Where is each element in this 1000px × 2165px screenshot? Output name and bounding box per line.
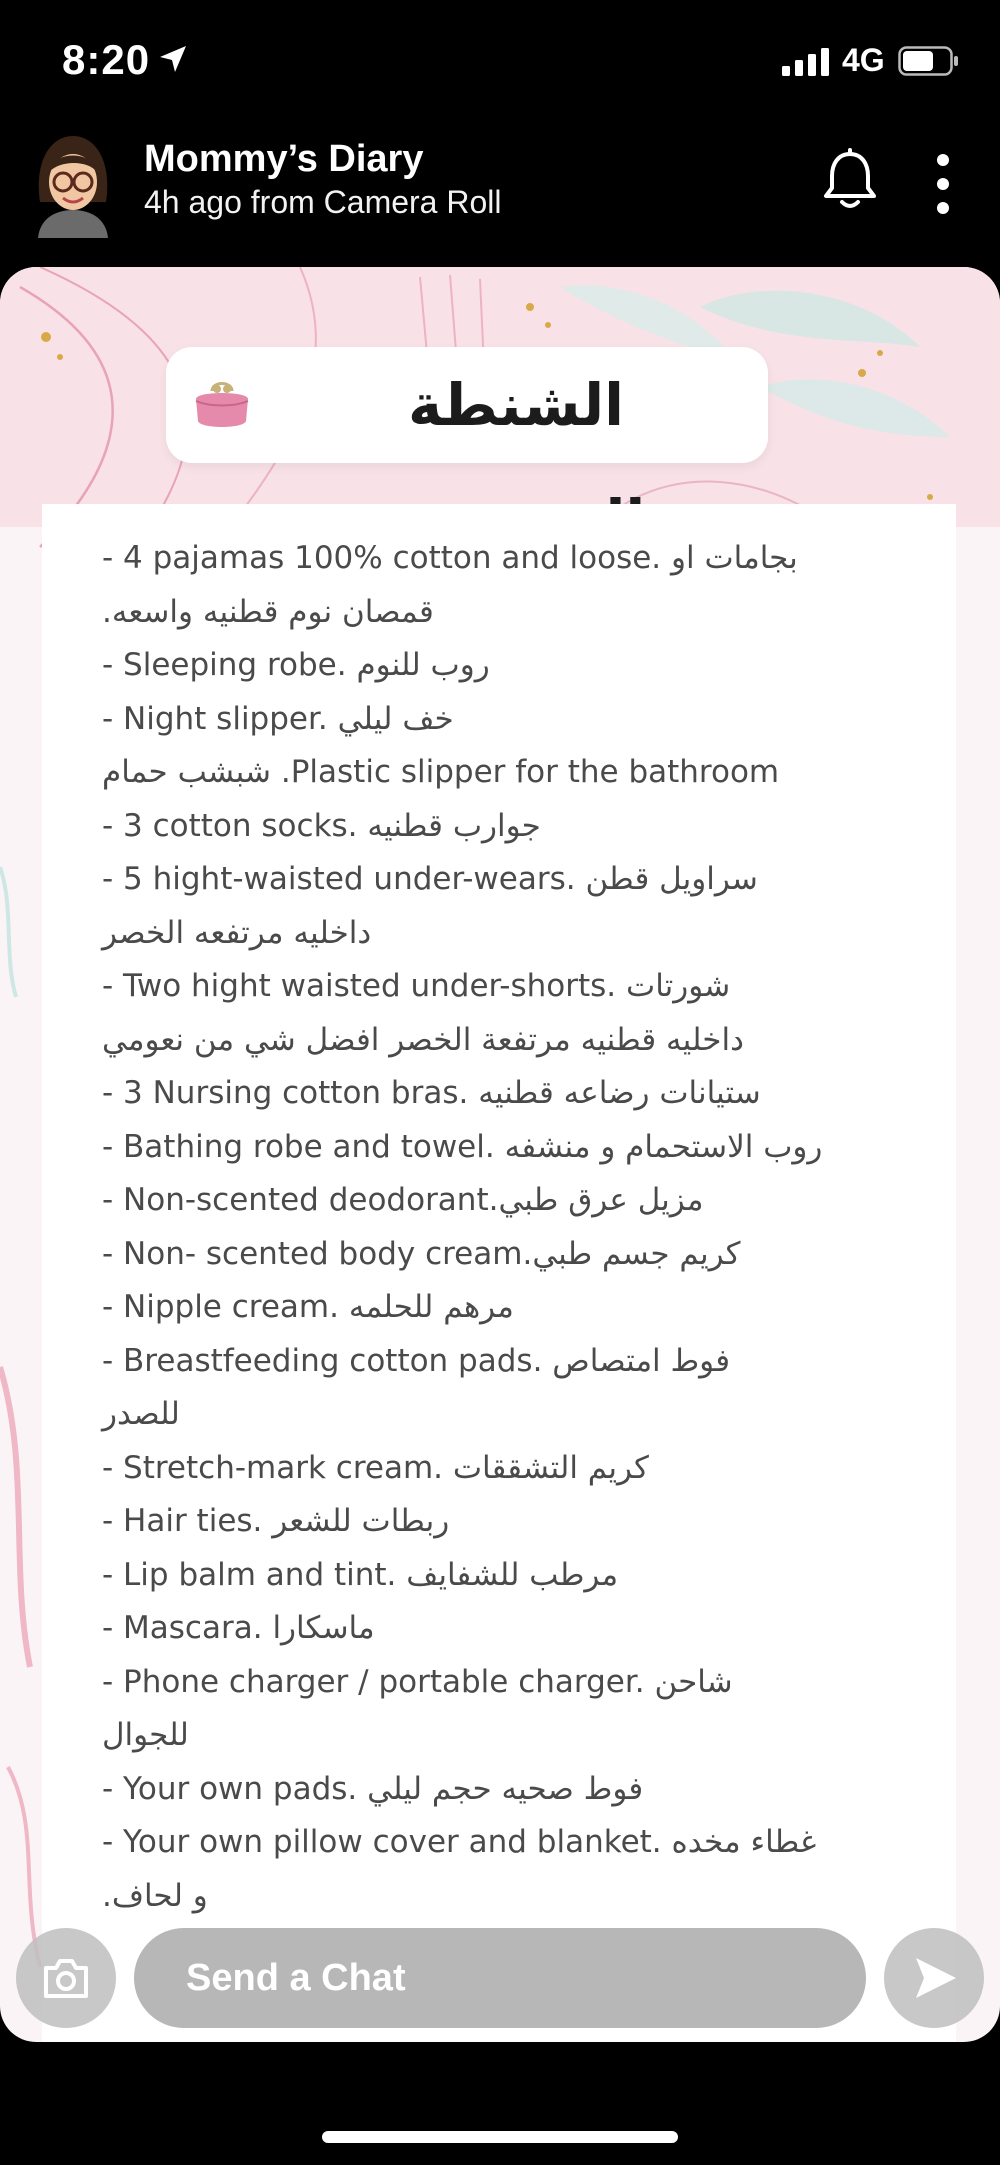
bell-icon[interactable] — [822, 148, 878, 212]
card-heading: الشنطة — [407, 371, 625, 439]
more-vertical-icon[interactable] — [932, 152, 954, 216]
send-icon — [910, 1954, 960, 2002]
list-item: - Sleeping robe. روب للنوم — [102, 647, 490, 683]
send-button[interactable] — [884, 1928, 984, 2028]
list-item: - Your own pillow cover and blanket. غطاء مخده — [102, 1824, 817, 1860]
camera-button[interactable] — [16, 1928, 116, 2028]
story-header — [0, 120, 1000, 260]
list-item: - Bathing robe and towel. روب الاستحمام و منشفه — [102, 1128, 823, 1165]
list-item: - Nipple cream. مرهم للحلمه — [102, 1289, 514, 1325]
status-bar — [0, 0, 1000, 120]
chat-placeholder: Send a Chat — [186, 1957, 406, 1999]
list-item: - 3 cotton socks. جوارب قطنيه — [102, 807, 541, 844]
signal-bars-icon — [782, 48, 830, 76]
send-chat-input[interactable] — [134, 1928, 866, 2028]
list-panel — [42, 504, 956, 2042]
camera-icon — [42, 1956, 90, 2000]
list-item: - Phone charger / portable charger. شاحن — [102, 1663, 733, 1700]
avatar[interactable] — [30, 132, 116, 238]
story-image[interactable] — [0, 267, 1000, 2042]
checklist — [102, 532, 952, 1923]
list-item: - 4 pajamas 100% cotton and loose. بجامات او — [102, 540, 798, 576]
location-arrow-icon — [158, 44, 188, 74]
list-item: - Stretch-mark cream. كريم التشققات — [102, 1449, 649, 1486]
list-item: - Lip balm and tint. مرطب للشفايف — [102, 1556, 619, 1593]
list-item: - 3 Nursing cotton bras. ستيانات رضاعه قطنيه — [102, 1075, 761, 1111]
list-item: - Night slipper. خف ليلي — [102, 700, 454, 737]
heading-box — [166, 347, 768, 463]
status-time: 8:20 — [62, 36, 151, 83]
list-item: - Hair ties. ربطات للشعر — [102, 1503, 450, 1539]
list-item: - Two hight waisted under-shorts. شورتات — [102, 968, 731, 1004]
list-item: - 5 hight-waisted under-wears. سراويل قطن — [102, 861, 758, 897]
list-item: - Breastfeeding cotton pads. فوط امتصاص — [102, 1342, 731, 1379]
purse-icon — [190, 377, 254, 433]
list-item: - Your own pads. فوط صحيه حجم ليلي — [102, 1770, 644, 1807]
story-subtitle: 4h ago from Camera Roll — [144, 184, 502, 220]
list-item: - Mascara. ماسكارا — [102, 1610, 375, 1646]
list-item: و لحاف. — [102, 1877, 208, 1914]
list-item: داخليه مرتفعه الخصر — [102, 914, 372, 951]
list-item: شبشب حمام .Plastic slipper for the bathroom — [102, 754, 780, 790]
list-item: - Non- scented body cream.كريم جسم طبي — [102, 1235, 741, 1272]
home-indicator[interactable] — [322, 2131, 678, 2143]
list-item: - Non-scented deodorant.مزيل عرق طبي — [102, 1182, 704, 1218]
list-item: قمصان نوم قطنيه واسعه. — [102, 593, 434, 630]
story-title[interactable]: Mommy’s Diary — [144, 138, 424, 180]
network-type: 4G — [842, 42, 885, 78]
list-item: داخليه قطنيه مرتفعة الخصر افضل شي من نعومي — [102, 1021, 744, 1058]
battery-icon — [898, 46, 960, 76]
list-item: للصدر — [102, 1396, 180, 1432]
list-item: للجوال — [102, 1717, 189, 1753]
